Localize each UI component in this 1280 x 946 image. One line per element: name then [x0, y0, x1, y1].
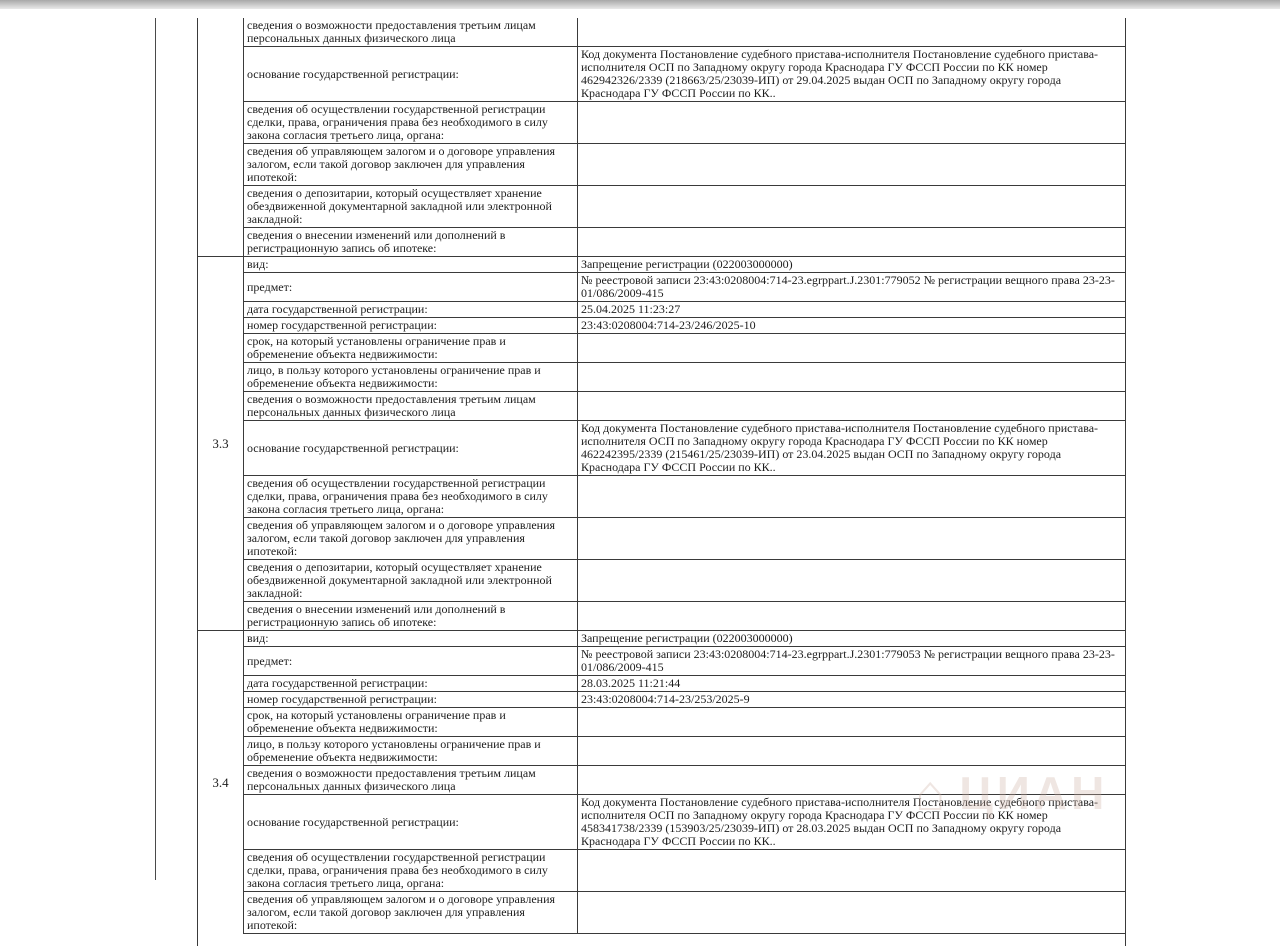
- table-row: [244, 392, 1125, 421]
- row-value: 23:43:0208004:714-23/246/2025-10: [581, 318, 756, 332]
- table-row: [244, 708, 1125, 737]
- table-row: [244, 737, 1125, 766]
- table-row: [244, 334, 1125, 363]
- row-value: [578, 737, 1125, 765]
- row-value: № реестровой записи 23:43:0208004:714-23.egrppart.J.2301:779052 № регистрации вещного права 23-23-01/086/2009-415: [581, 273, 1115, 300]
- row-label: сведения о возможности предоставления третьим лицам персональных данных физического лица: [244, 766, 578, 794]
- row-value: Запрещение регистрации (022003000000): [581, 631, 793, 645]
- row-value: [578, 708, 1125, 736]
- table-row: [244, 273, 1125, 302]
- table-row: [244, 676, 1125, 692]
- row-label: сведения об осуществлении государственной регистрации сделки, права, ограничения права без необходимого в силу закона согласия третьего лица, органа:: [244, 476, 578, 517]
- row-value: Код документа Постановление судебного пристава-исполнителя Постановление судебного пристава-исполнителя ОСП по Западному округу города Краснодара ГУ ФССП России по КК номер 462242395/2339 (215461/25/23039-ИП) от 23.04.2025 выдан ОСП по Западному округу города Краснодара ГУ ФССП России по КК..: [581, 421, 1099, 474]
- page-left-margin-line: [155, 18, 156, 880]
- row-value: [578, 228, 1125, 256]
- table-row: [244, 692, 1125, 708]
- row-label: основание государственной регистрации:: [244, 795, 578, 849]
- row-value: Код документа Постановление судебного пристава-исполнителя Постановление судебного пристава-исполнителя ОСП по Западному округу города Краснодара ГУ ФССП России по КК номер 462942326/2339 (218663/25/23039-ИП) от 29.04.2025 выдан ОСП по Западному округу города Краснодара ГУ ФССП России по КК..: [581, 47, 1099, 100]
- table-row: [244, 144, 1125, 186]
- row-value: [578, 892, 1125, 933]
- row-value: [578, 186, 1125, 227]
- table-row: [244, 18, 1125, 47]
- row-label: сведения об управляющем залогом и о договоре управления залогом, если такой договор заключен для управления ипотекой:: [244, 518, 578, 559]
- table-row: [244, 631, 1125, 647]
- row-value: [578, 392, 1125, 420]
- row-value: [578, 18, 1125, 46]
- table-row: [244, 518, 1125, 560]
- table-row: [244, 766, 1125, 795]
- row-label: предмет:: [244, 273, 578, 301]
- row-value: Запрещение регистрации (022003000000): [581, 257, 793, 271]
- row-label: сведения о депозитарии, который осуществляет хранение обездвиженной документарной закладной или электронной закладной:: [244, 186, 578, 227]
- table-row: [244, 892, 1125, 934]
- table-row: [244, 47, 1125, 102]
- row-label: лицо, в пользу которого установлены ограничение прав и обременение объекта недвижимости:: [244, 363, 578, 391]
- row-label: срок, на который установлены ограничение прав и обременение объекта недвижимости:: [244, 708, 578, 736]
- row-label: предмет:: [244, 647, 578, 675]
- row-value: [578, 363, 1125, 391]
- row-label: сведения о внесении изменений или дополнений в регистрационную запись об ипотеке:: [244, 228, 578, 256]
- row-value: [578, 602, 1125, 630]
- row-label: сведения о возможности предоставления третьим лицам персональных данных физического лица: [244, 18, 578, 46]
- table-row: [244, 257, 1125, 273]
- section-number: [198, 18, 244, 257]
- row-value: [578, 334, 1125, 362]
- row-label: сведения об осуществлении государственной регистрации сделки, права, ограничения права без необходимого в силу закона согласия третьего лица, органа:: [244, 850, 578, 891]
- cian-house-logo-icon: ⌂: [915, 765, 950, 821]
- section-rows: [244, 631, 1125, 934]
- row-value: № реестровой записи 23:43:0208004:714-23.egrppart.J.2301:779053 № регистрации вещного права 23-23-01/086/2009-415: [581, 647, 1115, 674]
- egrn-restrictions-table: [197, 18, 1126, 946]
- table-row: [244, 560, 1125, 602]
- table-row: [244, 363, 1125, 392]
- row-label: номер государственной регистрации:: [244, 692, 578, 707]
- section-number: 3.3: [198, 257, 244, 631]
- row-value: [578, 560, 1125, 601]
- table-row: [244, 602, 1125, 631]
- row-value: [578, 144, 1125, 185]
- row-label: основание государственной регистрации:: [244, 47, 578, 101]
- table-row: [244, 421, 1125, 476]
- table-row: [244, 850, 1125, 892]
- table-row: [244, 647, 1125, 676]
- watermark-text: ЦИАН: [959, 767, 1109, 819]
- section-rows: [244, 18, 1125, 257]
- row-label: вид:: [244, 631, 578, 646]
- row-value: Код документа Постановление судебного пристава-исполнителя Постановление судебного пристава-исполнителя ОСП по Западному округу города Краснодара ГУ ФССП России по КК номер 458341738/2339 (153903/25/23039-ИП) от 28.03.2025 выдан ОСП по Западному округу города Краснодара ГУ ФССП России по КК..: [581, 795, 1099, 848]
- row-label: сведения о возможности предоставления третьим лицам персональных данных физического лица: [244, 392, 578, 420]
- section-number: 3.4: [198, 631, 244, 934]
- table-row: [244, 795, 1125, 850]
- table-row: [244, 318, 1125, 334]
- table-row: [244, 186, 1125, 228]
- row-value: [578, 518, 1125, 559]
- table-section-3.4: [198, 631, 1125, 934]
- row-label: дата государственной регистрации:: [244, 676, 578, 691]
- table-row: [244, 228, 1125, 257]
- table-section-continued: [198, 18, 1125, 257]
- row-value: 23:43:0208004:714-23/253/2025-9: [581, 692, 750, 706]
- row-value: [578, 102, 1125, 143]
- row-label: дата государственной регистрации:: [244, 302, 578, 317]
- row-value: 25.04.2025 11:23:27: [581, 302, 681, 316]
- section-rows: [244, 257, 1125, 631]
- row-value: [578, 476, 1125, 517]
- row-label: сведения о внесении изменений или дополнений в регистрационную запись об ипотеке:: [244, 602, 578, 630]
- row-value: 28.03.2025 11:21:44: [581, 676, 681, 690]
- row-label: номер государственной регистрации:: [244, 318, 578, 333]
- row-value: [578, 850, 1125, 891]
- row-label: сведения об управляющем залогом и о договоре управления залогом, если такой договор заключен для управления ипотекой:: [244, 144, 578, 185]
- row-label: сведения об управляющем залогом и о договоре управления залогом, если такой договор заключен для управления ипотекой:: [244, 892, 578, 933]
- row-label: основание государственной регистрации:: [244, 421, 578, 475]
- table-section-3.3: [198, 257, 1125, 631]
- row-label: вид:: [244, 257, 578, 272]
- table-row: [244, 476, 1125, 518]
- table-row: [244, 302, 1125, 318]
- scan-edge-strip: [0, 0, 1280, 9]
- row-label: сведения об осуществлении государственной регистрации сделки, права, ограничения права без необходимого в силу закона согласия третьего лица, органа:: [244, 102, 578, 143]
- row-label: лицо, в пользу которого установлены ограничение прав и обременение объекта недвижимости:: [244, 737, 578, 765]
- table-row: [244, 102, 1125, 144]
- row-value: [578, 766, 1125, 794]
- row-label: сведения о депозитарии, который осуществляет хранение обездвиженной документарной закладной или электронной закладной:: [244, 560, 578, 601]
- row-label: срок, на который установлены ограничение прав и обременение объекта недвижимости:: [244, 334, 578, 362]
